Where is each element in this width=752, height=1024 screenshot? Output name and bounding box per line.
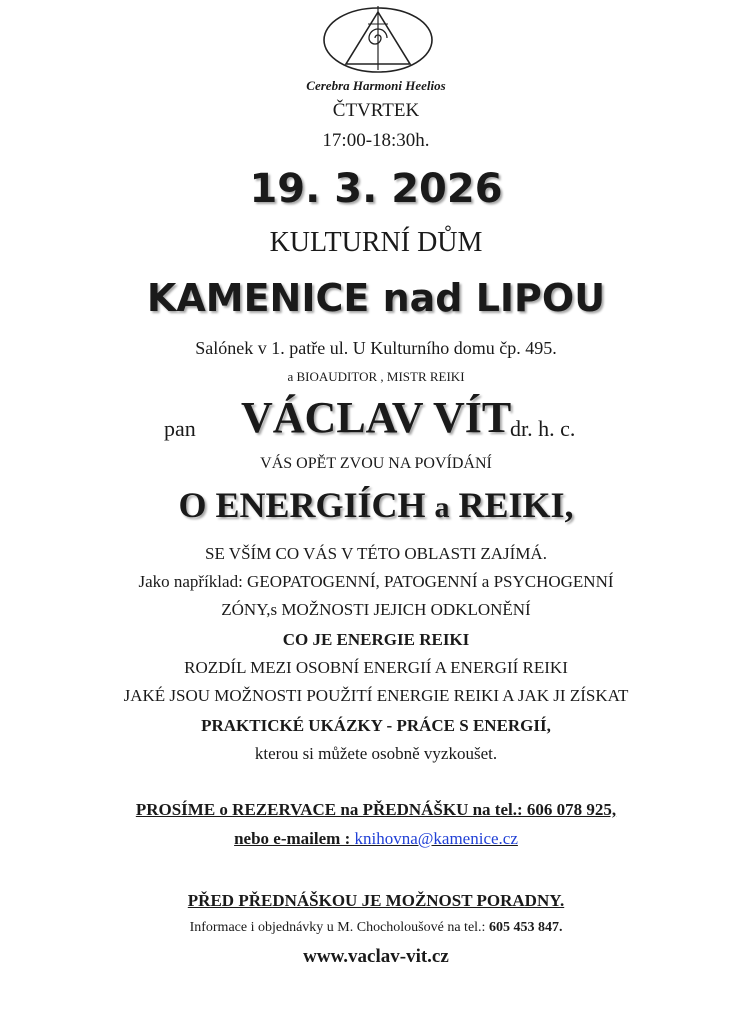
speaker-prefix: pan — [164, 416, 196, 441]
speaker-name: VÁCLAV VÍT — [241, 393, 512, 442]
consultation-note: PŘED PŘEDNÁŠKOU JE MOŽNOST PORADNY. — [187, 891, 565, 910]
description-line: Jako například: GEOPATOGENNÍ, PATOGENNÍ a PSYCHOGENNÍ — [138, 572, 614, 591]
topic-part2: a — [434, 491, 450, 524]
website-link[interactable]: www.vaclav-vit.cz — [303, 946, 449, 967]
info-phone: 605 453 847. — [488, 920, 563, 935]
speaker-titles: a BIOAUDITOR , MISTR REIKI — [287, 369, 465, 384]
description-line: CO JE ENERGIE REIKI — [282, 630, 470, 649]
event-venue: KULTURNÍ DŮM — [269, 227, 483, 258]
event-date: 19. 3. 2026 — [249, 166, 503, 212]
topic-part3: REIKI — [458, 485, 565, 525]
info-text: Informace i objednávky u M. Chocholoušové na tel.: — [189, 920, 489, 935]
event-day: ČTVRTEK — [332, 100, 420, 121]
description-line: kterou si můžete osobně vyzkoušet. — [254, 744, 498, 763]
email-link[interactable]: knihovna@kamenice.cz — [354, 829, 518, 848]
event-city: KAMENICE nad LIPOU — [146, 276, 606, 320]
reservation-email-line — [0, 829, 752, 849]
logo-brand-text: Cerebra Harmoni Heelios — [306, 78, 446, 93]
topic-part4: , — [564, 485, 574, 525]
description-line: PRAKTICKÉ UKÁZKY - PRÁCE S ENERGIÍ, — [201, 716, 551, 735]
event-address: Salónek v 1. patře ul. U Kulturního domu čp. 495. — [195, 338, 557, 358]
reservation-phone-line: PROSÍME o REZERVACE na PŘEDNÁŠKU na tel.: 606 078 925, — [135, 800, 617, 819]
reservation-email-prefix: nebo e-mailem : — [234, 829, 355, 848]
description-line: ZÓNY,s MOŽNOSTI JEJICH ODKLONĚNÍ — [221, 600, 531, 619]
logo-emblem-icon — [318, 4, 438, 84]
description-line: SE VŠÍM CO VÁS V TÉTO OBLASTI ZAJÍMÁ. — [205, 544, 547, 563]
invite-text: VÁS OPĚT ZVOU NA POVÍDÁNÍ — [260, 455, 492, 472]
topic-heading — [0, 484, 752, 526]
description-line: ROZDÍL MEZI OSOBNÍ ENERGIÍ A ENERGIÍ REIKI — [184, 658, 568, 677]
speaker-degree: dr. h. c. — [510, 416, 576, 441]
info-line — [0, 920, 752, 936]
topic-part1: O ENERGIÍCH — [178, 485, 426, 525]
description-line: JAKÉ JSOU MOŽNOSTI POUŽITÍ ENERGIE REIKI A JAK JI ZÍSKAT — [123, 686, 629, 705]
event-time: 17:00-18:30h. — [322, 130, 430, 151]
